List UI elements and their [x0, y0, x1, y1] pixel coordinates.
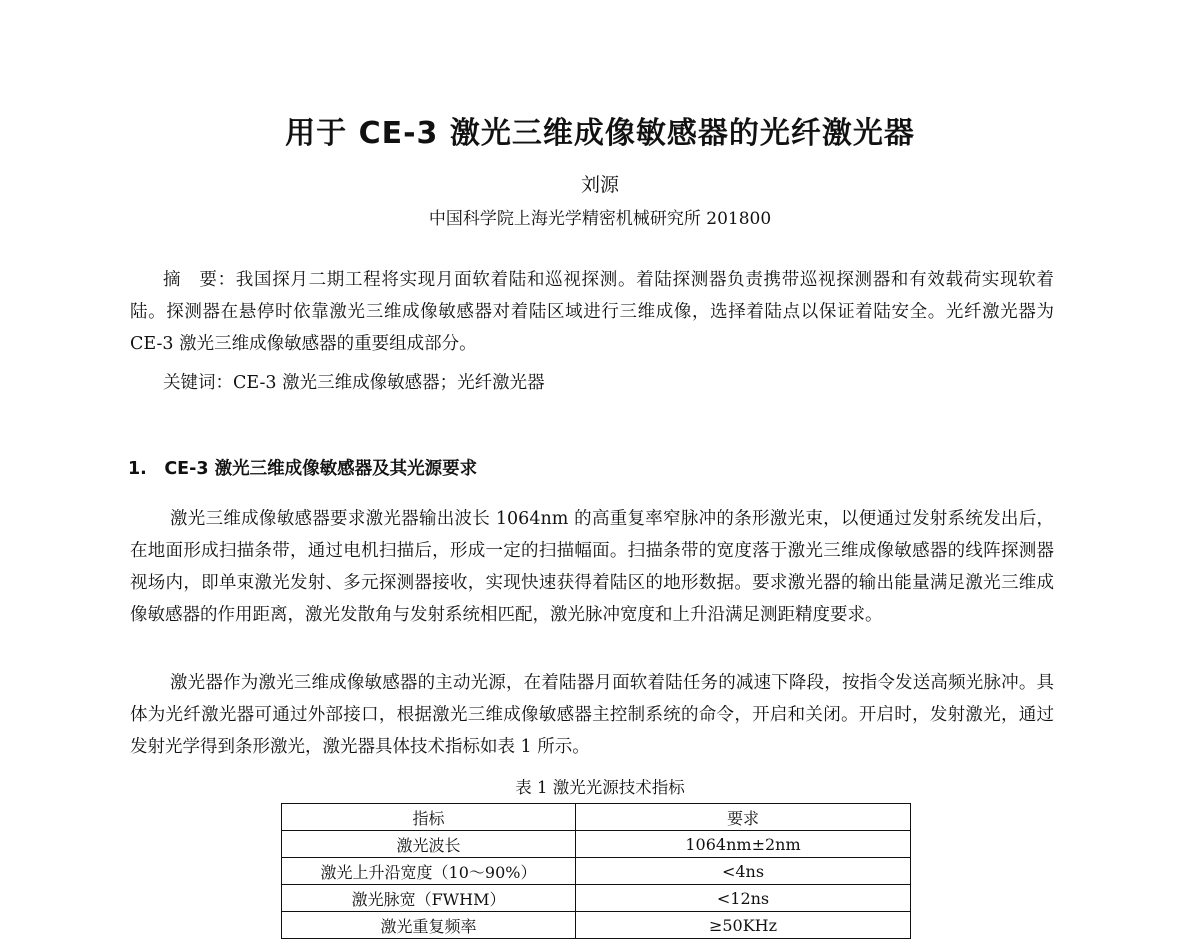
- table-caption: 表 1 激光光源技术指标: [515, 778, 685, 797]
- paper-title: 用于 CE-3 激光三维成像敏感器的光纤激光器: [285, 116, 915, 151]
- table-cell: <4ns: [576, 858, 911, 885]
- table-row: [282, 858, 911, 885]
- table-cell: 激光脉宽（FWHM）: [282, 885, 576, 912]
- keywords-label: 关键词：: [163, 373, 233, 393]
- table-cell: 1064nm±2nm: [576, 831, 911, 858]
- section-heading: 1. CE-3 激光三维成像敏感器及其光源要求: [128, 459, 478, 479]
- table-header-row: [282, 804, 911, 831]
- table-cell: ≥50KHz: [576, 912, 911, 939]
- author-affiliation: 中国科学院上海光学精密机械研究所 201800: [428, 209, 772, 229]
- body-paragraph: 激光器作为激光三维成像敏感器的主动光源，在着陆器月面软着陆任务的减速下降段，按指令发送高频光脉冲。具体为光纤激光器可通过外部接口，根据激光三维成像敏感器主控制系统的命令，开启和关闭。开启时，发射激光，通过发射光学得到条形激光，激光器具体技术指标如表 1 所示。: [130, 673, 1054, 757]
- keywords: [130, 367, 1054, 399]
- table-row: [282, 831, 911, 858]
- table-row: [282, 885, 911, 912]
- table-cell: <12ns: [576, 885, 911, 912]
- table-cell: 激光重复频率: [282, 912, 576, 939]
- table-cell: 激光上升沿宽度（10～90%）: [282, 858, 576, 885]
- table-header-cell: 要求: [576, 804, 911, 831]
- abstract-label: 摘 要：: [163, 270, 236, 290]
- abstract: [130, 264, 1054, 360]
- spec-table: [281, 803, 911, 939]
- table-header-cell: 指标: [282, 804, 576, 831]
- keywords-text: CE-3 激光三维成像敏感器；光纤激光器: [233, 373, 545, 393]
- table-cell: 激光波长: [282, 831, 576, 858]
- abstract-text: 我国探月二期工程将实现月面软着陆和巡视探测。着陆探测器负责携带巡视探测器和有效载荷实现软着陆。探测器在悬停时依靠激光三维成像敏感器对着陆区域进行三维成像，选择着陆点以保证着陆安全。光纤激光器为 CE-3 激光三维成像敏感器的重要组成部分。: [130, 270, 1055, 354]
- body-paragraph: 激光三维成像敏感器要求激光器输出波长 1064nm 的高重复率窄脉冲的条形激光束，以便通过发射系统发出后，在地面形成扫描条带，通过电机扫描后，形成一定的扫描幅面。扫描条带的宽度落于激光三维成像敏感器的线阵探测器视场内，即单束激光发射、多元探测器接收，实现快速获得着陆区的地形数据。要求激光器的输出能量满足激光三维成像敏感器的作用距离，激光发散角与发射系统相匹配，激光脉冲宽度和上升沿满足测距精度要求。: [130, 509, 1054, 625]
- table-row: [282, 912, 911, 939]
- author-name: 刘源: [580, 174, 619, 196]
